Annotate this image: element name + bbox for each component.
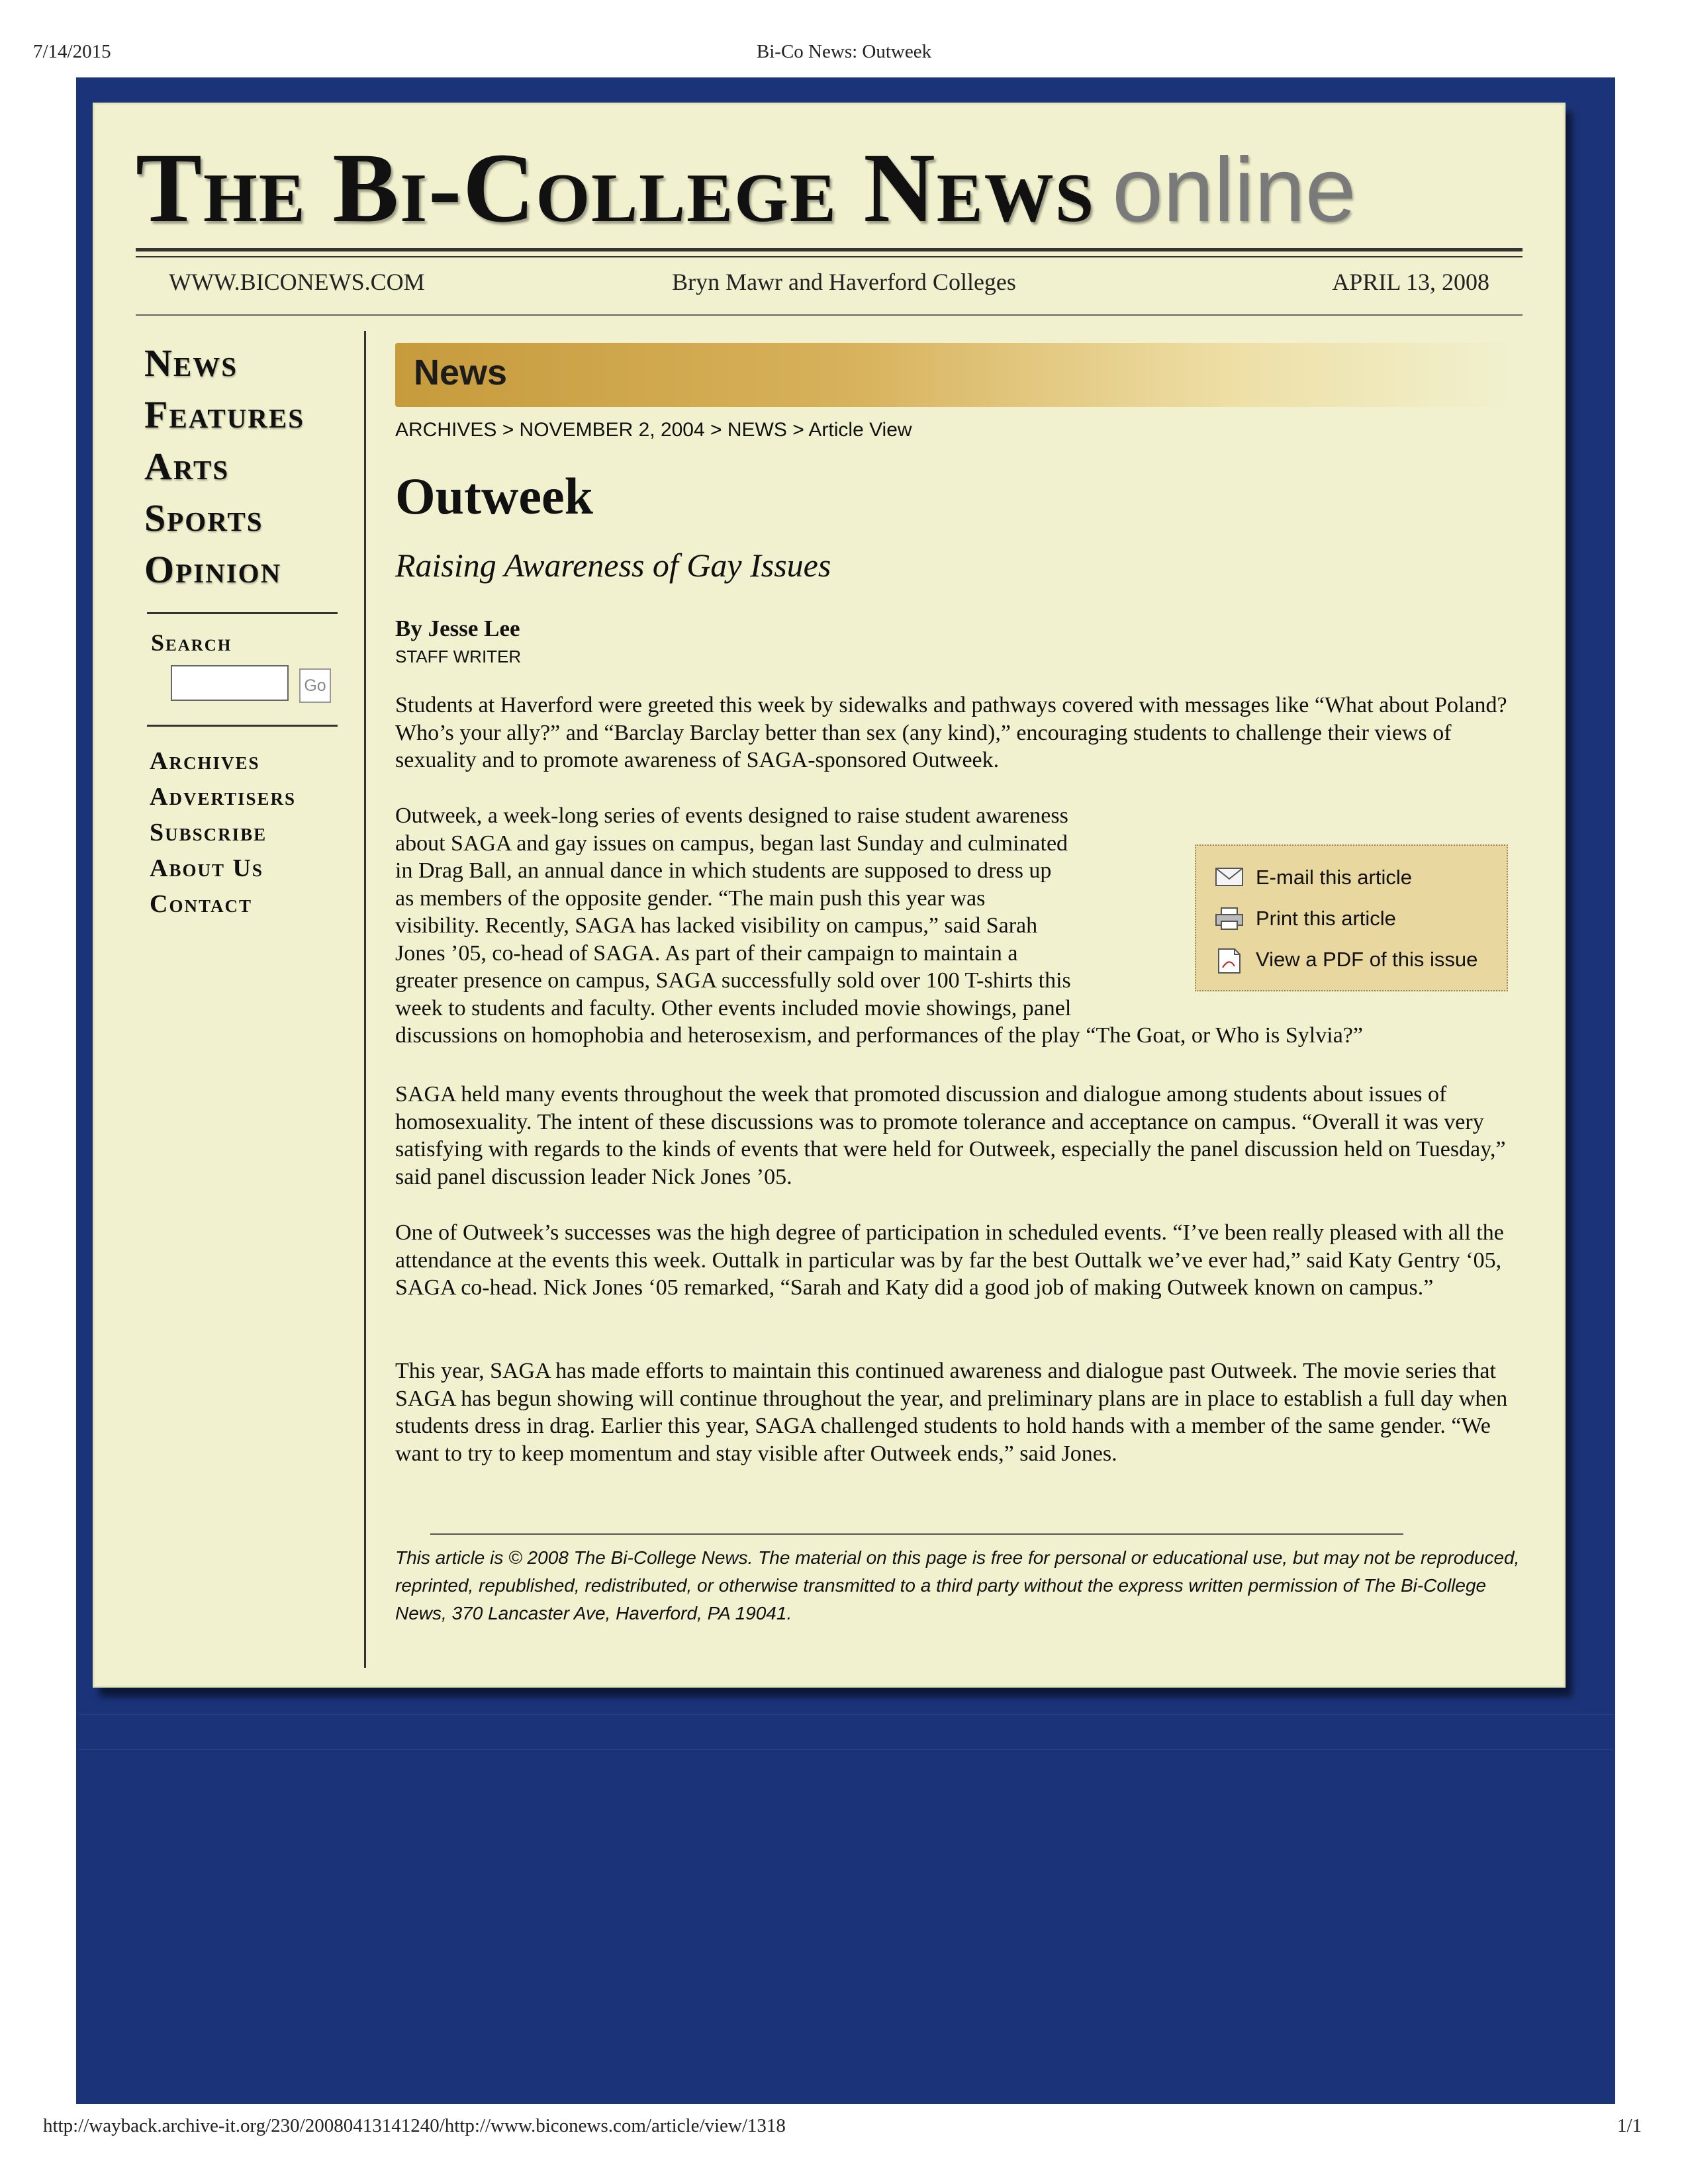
- article-paragraph: SAGA held many events throughout the week that promoted discussion and dialogue among students about issues of homosexuality. The intent of these discussions was to promote tolerance and acceptance on campus. “Overall it was very satisfying with regards to the kinds of events that were held for Outweek, especially the panel discussion held on Tuesday,” said panel discussion leader Nick Jones ’05.: [395, 1082, 1506, 1189]
- paragraph-line: visibility. Recently, SAGA has lacked visibility on campus,” said Sarah: [395, 913, 1038, 938]
- byline-role: STAFF WRITER: [395, 647, 522, 666]
- column-divider: [364, 331, 366, 1668]
- search-input[interactable]: [171, 665, 289, 701]
- nav-news[interactable]: News: [144, 341, 238, 385]
- sidebar-divider: [147, 612, 338, 614]
- nav-advertisers[interactable]: Advertisers: [150, 783, 297, 811]
- issue-date: APRIL 13, 2008: [1332, 269, 1489, 295]
- footer-rule: [430, 1533, 1403, 1535]
- print-page-number: 1/1: [1617, 2115, 1642, 2136]
- article-title: Outweek: [395, 467, 593, 525]
- paragraph-line: week to students and faculty. Other events included movie showings, panel: [395, 995, 1072, 1021]
- masthead-title: The Bi-College News: [136, 133, 1096, 243]
- paragraph-line: about SAGA and gay issues on campus, began last Sunday and culminated: [395, 831, 1068, 856]
- print-date: 7/14/2015: [33, 41, 111, 62]
- paragraph-line: Jones ’05, co-head of SAGA. As part of their campaign to maintain a: [395, 940, 1018, 966]
- print-title: Bi-Co News: Outweek: [756, 41, 932, 62]
- article-paragraph: This year, SAGA has made efforts to maintain this continued awareness and dialogue past Outweek. The movie series that SAGA has begun showing will continue throughout the year, and preliminary plans are in place to establish a full day when students dress in drag. Earlier this year, SAGA challenged students to hold hands with a member of the same gender. “We want to try to keep momentum and stay visible after Outweek ends,” said Jones.: [395, 1359, 1508, 1466]
- nav-sports[interactable]: Sports: [144, 496, 263, 539]
- paragraph-line: in Drag Ball, an annual dance in which students are supposed to dress up: [395, 858, 1052, 883]
- header-rule: [136, 248, 1523, 251]
- nav-archives[interactable]: Archives: [150, 747, 260, 775]
- article-tools: [1195, 844, 1508, 991]
- print-url: http://wayback.archive-it.org/230/20080413141240/http://www.biconews.com/article/view/1318: [43, 2115, 786, 2136]
- envelope-icon: [1215, 866, 1244, 888]
- pdf-icon: [1215, 948, 1244, 974]
- nav-arts[interactable]: Arts: [144, 445, 230, 488]
- info-rule: [136, 314, 1523, 316]
- paragraph-line: as members of the opposite gender. “The main push this year was: [395, 886, 986, 911]
- background-strip: [78, 1714, 1614, 1750]
- email-article-label: E-mail this article: [1256, 866, 1412, 889]
- print-article-label: Print this article: [1256, 907, 1396, 930]
- section-banner: [395, 343, 1514, 407]
- view-pdf-label: View a PDF of this issue: [1256, 948, 1478, 971]
- article-paragraph: Students at Haverford were greeted this week by sidewalks and pathways covered with messages like “What about Poland? Who’s your ally?” and “Barclay Barclay better than sex (any kind),” encouraging students to challenge their views of sexuality and to promote awareness of SAGA-sponsored Outweek.: [395, 693, 1507, 772]
- article-subtitle: Raising Awareness of Gay Issues: [395, 547, 831, 584]
- nav-contact[interactable]: Contact: [150, 890, 252, 918]
- article-paragraph: One of Outweek’s successes was the high degree of participation in scheduled events. “I’ve been really pleased with all the attendance at the events this week. Outtalk in particular was by far the best Outtalk we’ve ever had,” said Katy Gentry ‘05, SAGA co-head. Nick Jones ‘05 remarked, “Sarah and Katy did a good job of making Outweek known on campus.”: [395, 1220, 1504, 1300]
- paragraph-line: greater presence on campus, SAGA successfully sold over 100 T-shirts this: [395, 968, 1071, 993]
- colleges-label: Bryn Mawr and Haverford Colleges: [672, 269, 1016, 295]
- site-url[interactable]: WWW.BICONEWS.COM: [169, 269, 425, 295]
- nav-subscribe[interactable]: Subscribe: [150, 819, 267, 846]
- nav-about-us[interactable]: About Us: [150, 854, 263, 882]
- byline: By Jesse Lee: [395, 615, 520, 641]
- search-go-button[interactable]: Go: [299, 668, 331, 703]
- sidebar-divider: [147, 725, 338, 727]
- masthead-suffix: online: [1112, 139, 1356, 241]
- nav-features[interactable]: Features: [144, 393, 305, 436]
- paragraph-line: Outweek, a week-long series of events designed to raise student awareness: [395, 803, 1068, 828]
- masthead[interactable]: [136, 131, 1526, 244]
- header-rule-thin: [136, 256, 1523, 257]
- breadcrumb[interactable]: ARCHIVES > NOVEMBER 2, 2004 > NEWS > Article View: [395, 419, 912, 441]
- copyright-notice: This article is © 2008 The Bi-College News. The material on this page is free for personal or educational use, but may not be reproduced, reprinted, republished, redistributed, or otherwise transmitted to a third party without the express written permission of The Bi-College News, 370 Lancaster Ave, Haverford, PA 19041.: [395, 1547, 1520, 1623]
- section-banner-label: News: [414, 353, 508, 392]
- printer-icon: [1215, 907, 1244, 931]
- nav-opinion[interactable]: Opinion: [144, 548, 282, 591]
- paragraph-line: discussions on homophobia and heterosexism, and performances of the play “The Goat, or Who is Sylvia?”: [395, 1023, 1363, 1048]
- search-label: Search: [151, 629, 232, 656]
